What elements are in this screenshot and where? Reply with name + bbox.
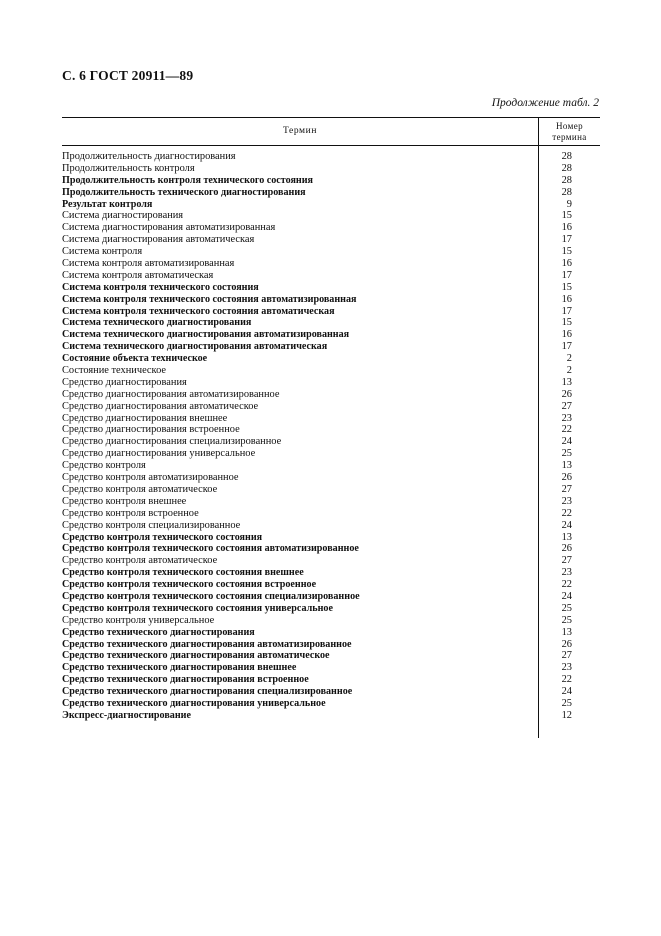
term-number-cell: 15	[561, 317, 572, 329]
table-continuation-label: Продолжение табл. 2	[491, 97, 599, 109]
term-cell: Средство контроля технического состояния автоматизированное	[62, 543, 359, 555]
table-row	[62, 508, 600, 520]
term-number-cell: 25	[561, 614, 572, 626]
term-number-cell: 25	[561, 448, 572, 460]
term-number-cell: 22	[561, 579, 572, 591]
term-cell: Продолжительность диагностирования	[62, 151, 236, 162]
term-cell: Состояние объекта техническое	[62, 353, 208, 365]
term-cell: Система контроля	[62, 246, 143, 258]
term-cell: Система технического диагностирования	[62, 317, 252, 329]
term-cell: Экспресс-диагностирование	[62, 709, 191, 721]
table-row	[62, 448, 600, 460]
term-number-cell: 25	[561, 602, 572, 614]
table-row	[62, 603, 600, 615]
term-number-cell: 28	[561, 186, 572, 198]
table-row	[62, 401, 600, 413]
term-cell: Система контроля автоматизированная	[62, 258, 235, 270]
table-row	[62, 413, 600, 425]
term-cell: Средство диагностирования специализированное	[62, 436, 282, 448]
term-cell: Средство технического диагностирования внешнее	[62, 662, 297, 674]
term-number-cell: 13	[561, 626, 572, 638]
page-header: С. 6 ГОСТ 20911—89	[62, 68, 194, 83]
term-number-cell: 15	[561, 246, 572, 258]
column-header-terms: Термин	[282, 126, 318, 136]
table-header	[62, 117, 600, 146]
term-number-cell: 2	[566, 365, 572, 377]
table-row	[62, 639, 600, 651]
table-row	[62, 472, 600, 484]
term-cell: Средство диагностирования	[62, 376, 187, 388]
term-number-cell: 23	[561, 662, 572, 674]
term-number-cell: 27	[561, 400, 572, 412]
term-number-cell: 26	[561, 388, 572, 400]
term-cell: Средство диагностирования универсальное	[62, 448, 256, 460]
term-number-cell: 23	[561, 567, 572, 579]
table-row	[62, 199, 600, 211]
term-number-cell: 22	[561, 424, 572, 436]
table-row	[62, 163, 600, 175]
term-number-cell: 16	[561, 258, 572, 270]
term-cell: Средство технического диагностирования автоматизированное	[62, 638, 352, 650]
table-row	[62, 365, 600, 377]
table-row	[62, 579, 600, 591]
term-number-cell: 15	[561, 281, 572, 293]
term-number-cell: 27	[561, 555, 572, 567]
table-row	[62, 698, 600, 710]
table-row	[62, 627, 600, 639]
table-row	[62, 615, 600, 627]
table-row	[62, 341, 600, 353]
table-row	[62, 662, 600, 674]
term-number-cell: 16	[561, 329, 572, 341]
term-cell: Система диагностирования автоматическая	[62, 234, 255, 246]
term-cell: Система контроля автоматическая	[62, 269, 214, 281]
table-row	[62, 306, 600, 318]
table-row	[62, 151, 600, 163]
column-header-number-line1: Номер	[555, 121, 584, 131]
table-row	[62, 567, 600, 579]
term-cell: Средство контроля автоматическое	[62, 555, 218, 567]
table-row	[62, 294, 600, 306]
table-row	[62, 317, 600, 329]
term-number-cell: 13	[561, 531, 572, 543]
term-cell: Система диагностирования	[62, 210, 184, 222]
term-cell: Средство контроля	[62, 460, 146, 472]
term-cell: Средство контроля технического состояния внешнее	[62, 567, 304, 579]
table-row	[62, 496, 600, 508]
term-number-cell: 16	[561, 222, 572, 234]
table-row	[62, 377, 600, 389]
term-cell: Система технического диагностирования автоматизированная	[62, 329, 350, 341]
terms-table	[62, 117, 600, 722]
table-row	[62, 246, 600, 258]
table-row	[62, 389, 600, 401]
table-row	[62, 175, 600, 187]
term-cell: Средство контроля встроенное	[62, 507, 199, 519]
term-cell: Средство контроля технического состояния встроенное	[62, 579, 317, 591]
term-number-cell: 23	[561, 495, 572, 507]
term-cell: Средство контроля технического состояния специализированное	[62, 590, 360, 602]
term-number-cell: 17	[561, 234, 572, 246]
term-cell: Состояние техническое	[62, 365, 167, 377]
table-row	[62, 674, 600, 686]
term-cell: Продолжительность контроля технического состояния	[62, 174, 314, 186]
table-row	[62, 270, 600, 282]
table-row	[62, 436, 600, 448]
term-cell: Система контроля технического состояния	[62, 281, 259, 293]
term-number-cell: 24	[561, 590, 572, 602]
term-number-cell: 26	[561, 638, 572, 650]
term-number-cell: 23	[561, 412, 572, 424]
term-cell: Средство контроля универсальное	[62, 614, 215, 626]
term-cell: Средство контроля автоматическое	[62, 483, 218, 495]
term-number-cell: 17	[561, 269, 572, 281]
term-cell: Средство диагностирования автоматическое	[62, 400, 259, 412]
term-number-cell: 17	[561, 341, 572, 353]
term-cell: Средство технического диагностирования специализированное	[62, 686, 353, 698]
term-cell: Средство технического диагностирования универсальное	[62, 697, 326, 709]
term-cell: Система контроля технического состояния автоматическая	[62, 305, 335, 317]
term-number-cell: 25	[561, 697, 572, 709]
term-number-cell: 26	[561, 543, 572, 555]
term-number-cell: 2	[566, 353, 572, 365]
term-number-cell: 16	[561, 293, 572, 305]
term-number-cell: 24	[561, 686, 572, 698]
table-row	[62, 258, 600, 270]
table-row	[62, 282, 600, 294]
term-cell: Средство контроля автоматизированное	[62, 472, 239, 484]
term-number-cell: 26	[561, 472, 572, 484]
term-cell: Средство технического диагностирования автоматическое	[62, 650, 330, 662]
term-cell: Средство контроля внешнее	[62, 495, 187, 507]
term-cell: Средство диагностирования встроенное	[62, 424, 240, 436]
term-number-cell: 27	[561, 650, 572, 662]
table-row	[62, 555, 600, 567]
table-row	[62, 460, 600, 472]
term-cell: Результат контроля	[62, 198, 153, 210]
term-number-cell: 24	[561, 519, 572, 531]
term-number-cell: 24	[561, 436, 572, 448]
term-number-cell: 22	[561, 674, 572, 686]
column-header-term-number	[538, 118, 600, 145]
table-body	[62, 146, 600, 722]
term-number-cell: 13	[561, 460, 572, 472]
term-cell: Средство технического диагностирования	[62, 626, 255, 638]
table-row	[62, 222, 600, 234]
term-cell: Система технического диагностирования автоматическая	[62, 341, 328, 353]
table-row	[62, 353, 600, 365]
term-cell: Средство диагностирования внешнее	[62, 412, 228, 424]
table-row	[62, 686, 600, 698]
term-cell: Продолжительность контроля	[62, 162, 195, 174]
table-row	[62, 591, 600, 603]
term-number-cell: 28	[561, 151, 572, 162]
table-row	[62, 234, 600, 246]
term-number-cell: 13	[561, 376, 572, 388]
term-cell: Средство диагностирования автоматизированное	[62, 388, 280, 400]
term-cell: Средство контроля специализированное	[62, 519, 241, 531]
term-cell: Система контроля технического состояния автоматизированная	[62, 293, 357, 305]
term-cell: Средство контроля технического состояния	[62, 531, 263, 543]
table-row	[62, 650, 600, 662]
term-number-cell: 9	[566, 198, 572, 210]
term-number-cell: 22	[561, 507, 572, 519]
table-row	[62, 187, 600, 199]
table-row	[62, 543, 600, 555]
column-header-number-line2: термина	[552, 131, 587, 142]
table-row	[62, 532, 600, 544]
table-row	[62, 520, 600, 532]
table-row	[62, 424, 600, 436]
table-row	[62, 210, 600, 222]
term-number-cell: 12	[561, 709, 572, 721]
term-number-cell: 28	[561, 174, 572, 186]
term-number-cell: 27	[561, 483, 572, 495]
table-row	[62, 484, 600, 496]
term-number-cell: 15	[561, 210, 572, 222]
term-number-cell: 28	[561, 162, 572, 174]
term-number-cell: 17	[561, 305, 572, 317]
term-cell: Средство контроля технического состояния универсальное	[62, 602, 333, 614]
term-cell: Средство технического диагностирования встроенное	[62, 674, 309, 686]
table-row	[62, 710, 600, 722]
table-row	[62, 329, 600, 341]
term-cell: Продолжительность технического диагностирования	[62, 186, 306, 198]
term-cell: Система диагностирования автоматизированная	[62, 222, 276, 234]
